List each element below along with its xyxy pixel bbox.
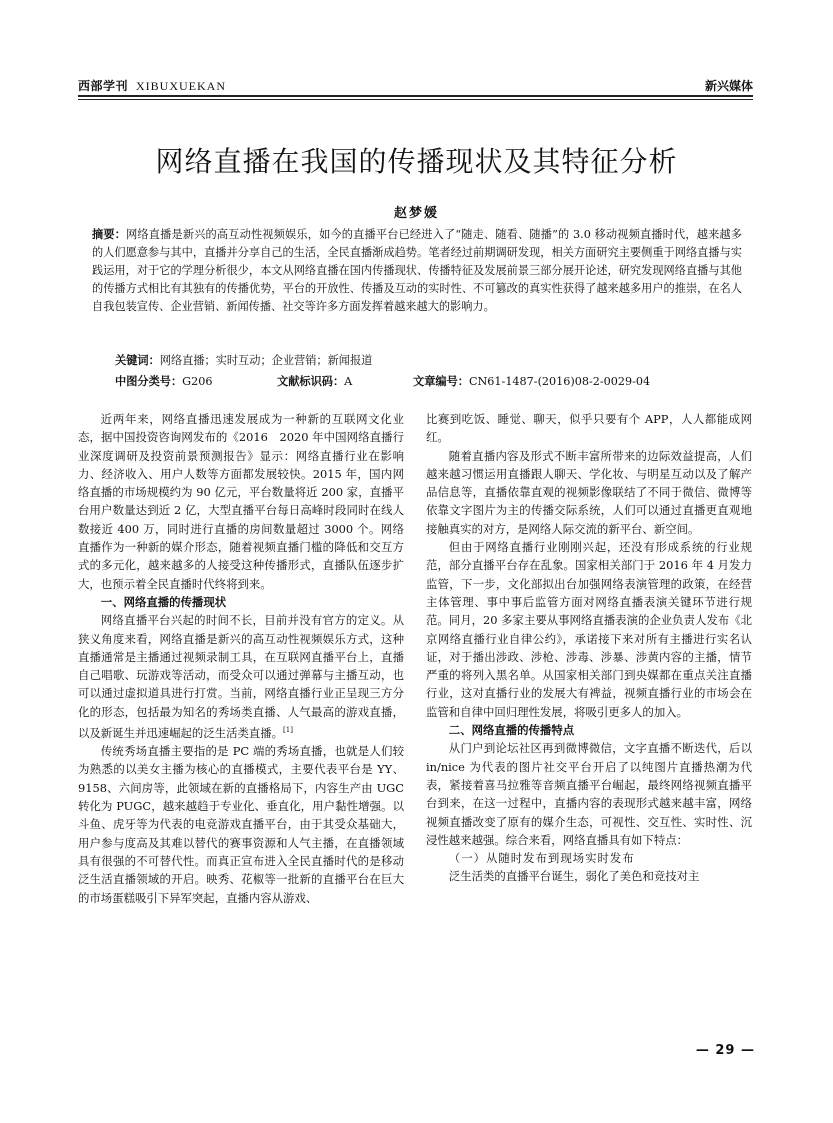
section-heading-1: 一、网络直播的传播现状 [100,594,227,609]
abstract-text: 网络直播是新兴的高互动性视频娱乐，如今的直播平台已经进入了“随走、随看、随播”的 3.0 移动视频直播时代，越来越多的人们愿意参与其中，直播并分享自己的生活，全民直播渐成趋势。笔者经过前期调研发现，相关方面研究主要侧重于网络直播与实践运用，对于它的学理分析很少，本文从网络直播在国内传播现状、传播特征及发展前景三部分展开论述，研究发现网络直播与其他的传播方式相比有其独有的传播优势，平台的开放性、传播及互动的实时性、不可篡改的真实性获得了越来越多用户的推崇，在名人自我包装宣传、企业营销、新闻传播、社交等许多方面发挥着越来越大的影响力。 [92,228,742,313]
article-number [413,373,650,389]
running-header [78,77,753,97]
article-number-label: 文章编号： [413,375,469,388]
header-rule-thick [78,95,753,97]
subsection-heading: （一）从随时发布到现场实时发布 [448,851,635,866]
clc-number [115,373,212,389]
header-rule-thin [78,99,753,100]
keywords-text: 网络直播；实时互动；企业营销；新闻报道 [159,354,373,367]
paragraph: 泛生活类的直播平台诞生，弱化了美色和竞技对主 [448,869,700,884]
document-code [277,373,352,389]
author-name: 赵梦媛 [393,206,439,221]
page-number: — 29 — [695,1043,755,1058]
journal-name [78,77,226,94]
classification-line [115,373,755,391]
paragraph: 传统秀场直播主要指的是 PC 端的秀场直播，也就是人们较为熟悉的以美女主播为核心的直播模式，主要代表平台是 YY、9158、六间房等，此领域在新的直播格局下，内容生产由 UGC 转化为 PUGC，越来越趋于专业化、垂直化，用户黏性增强。以斗鱼、虎牙等为代表的电竞游戏直播平台，由于其受众基础大，用户参与度高及其难以替代的赛事资源和人气主播，在直播领域具有很强的不可替代性。而真正宣布进入全民直播时代的是移动泛生活直播领域的开启。映秀、花椒等一批新的直播平台在巨大的市场蛋糕吸引下异军突起，直播内容从游戏、 [78,744,404,905]
doc-code-value: A [344,375,353,388]
journal-name-en: XIBUXUEKAN [136,79,227,93]
left-column [78,410,404,907]
keywords [115,352,745,370]
article-title: 网络直播在我国的传播现状及其特征分析 [155,145,678,178]
paragraph: 从门户到论坛社区再到微博微信，文字直播不断迭代，后以 in/nice 为代表的图片社交平台开启了以纯图片直播热潮为代表，紧接着喜马拉雅等音频直播平台崛起，最终网络视频直播平台到来，在这一过程中，直播内容的表现形式越来越丰富，网络视频直播改变了原有的媒介生态，可视性、交互性、实时性、沉浸性越来越强。综合来看，网络直播具有如下特点： [426,741,752,847]
paragraph: 随着直播内容及形式不断丰富所带来的边际效益提高，人们越来越习惯运用直播跟人聊天、学化妆、与明星互动以及了解产品信息等，直播依靠直观的视频影像联结了不同于微信、微博等依靠文字图片为主的传播交际系统，人们可以通过直播更直观地接触真实的对方，是网络人际交流的新平台、新空间。 [426,448,752,536]
section-name: 新兴媒体 [704,79,753,93]
paragraph: 比赛到吃饭、睡觉、聊天，似乎只要有个 APP，人人都能成网红。 [426,412,752,445]
abstract-label: 摘要： [92,228,127,241]
section-heading-2: 二、网络直播的传播特点 [448,723,575,738]
abstract [92,226,742,316]
paragraph: 近两年来，网络直播迅速发展成为一种新的互联网文化业态，据中国投资咨询网发布的《2016 2020 年中国网络直播行业深度调研及投资前景预测报告》显示：网络直播行业在影响力、经济收入、用户人数等方面都发展较快。2015 年，国内网络直播的市场规模约为 90 亿元，平台数量将近 200 家，直播平台用户数量达到近 2 亿，大型直播平台每日高峰时段同时在线人数接近 400 万，同时进行直播的房间数量超过 3000 个。网络直播作为一种新的媒介形态，随着视频直播门槛的降低和交互方式的多元化，越来越多的人接受这种传播形式，直播队伍逐步扩大，也预示着全民直播时代终将到来。 [78,412,404,591]
citation-ref: [1] [283,726,293,735]
article-number-value: CN61-1487-(2016)08-2-0029-04 [468,375,651,388]
clc-value: G206 [182,375,213,388]
keywords-label: 关键词： [115,354,160,367]
paragraph [78,611,404,742]
clc-label: 中图分类号： [115,375,183,388]
doc-code-label: 文献标识码： [277,375,345,388]
journal-name-cn: 西部学刊 [78,79,129,93]
paragraph-text: 网络直播平台兴起的时间不长，目前并没有官方的定义。从狭义角度来看，网络直播是新兴的高互动性视频娱乐方式，这种直播通常是主播通过视频录制工具，在互联网直播平台上，直播自己唱歌、玩游戏等活动，而受众可以通过弹幕与主播互动，也可以通过虚拟道具进行打赏。当前，网络直播行业正呈现三方分化的形态，包括最为知名的秀场类直播、人气最高的游戏直播，以及新诞生并迅速崛起的泛生活类直播。 [78,613,404,740]
right-column [426,410,752,886]
paragraph: 但由于网络直播行业刚刚兴起，还没有形成系统的行业规范，部分直播平台存在乱象。国家相关部门于 2016 年 4 月发力监管，下一步，文化部拟出台加强网络表演管理的政策，在经营主体管理、事中事后监管方面对网络直播表演关键环节进行规范。同月，20 多家主要从事网络直播表演的企业负责人发布《北京网络直播行业自律公约》，承诺接下来对所有主播进行实名认证，对于播出涉政、涉枪、涉毒、涉暴、涉黄内容的主播，情节严重的将列入黑名单。从国家相关部门到央媒都在重点关注直播行业，这对直播行业的发展大有裨益，视频直播行业的市场会在监管和自律中回归理性发展，将吸引更多人的加入。 [426,540,752,719]
